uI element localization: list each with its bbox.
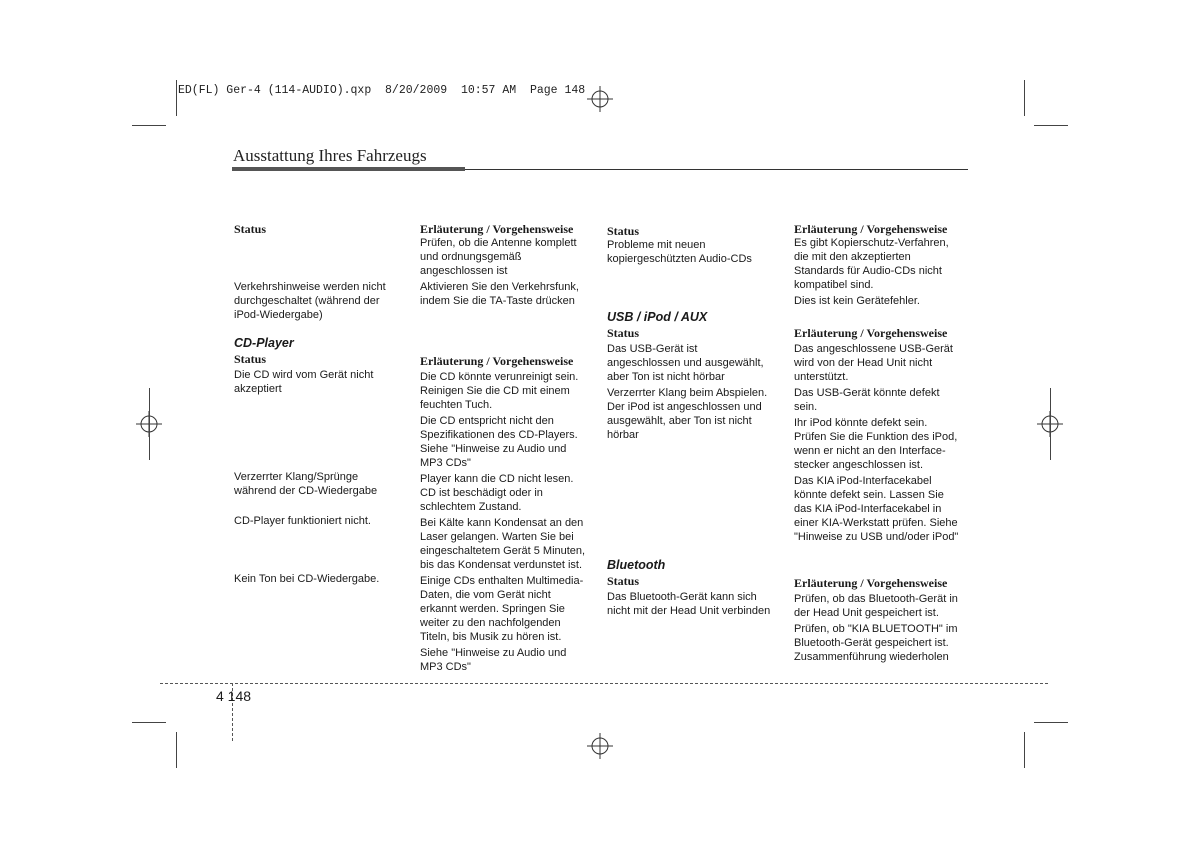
text-line: MP3 CDs": [420, 661, 471, 673]
explanation-text: [420, 236, 577, 278]
crop-mark: [1034, 125, 1068, 126]
status-header: Status: [234, 352, 267, 366]
status-text: [607, 590, 770, 618]
crop-mark: [1024, 80, 1025, 116]
text-line: aber Ton ist nicht hörbar: [607, 371, 725, 383]
crop-mark: [149, 388, 150, 460]
text-line: angeschlossen ist: [420, 265, 508, 277]
text-line: einer KIA-Werkstatt prüfen. Siehe: [794, 517, 958, 529]
status-text: [607, 386, 767, 442]
text-line: iPod-Wiedergabe): [234, 309, 323, 321]
explanation-text: [794, 416, 957, 472]
text-line: schlechtem Zustand.: [420, 501, 522, 513]
text-line: Siehe "Hinweise zu Audio und: [420, 647, 567, 659]
text-line: Verzerrter Klang beim Abspielen.: [607, 387, 768, 399]
explanation-text: [420, 370, 578, 412]
text-line: MP3 CDs": [420, 457, 471, 469]
text-line: erkannt werden. Springen Sie: [420, 603, 565, 615]
registration-mark-icon: [587, 733, 613, 759]
text-line: Das USB-Gerät ist: [607, 343, 698, 355]
text-line: Das USB-Gerät könnte defekt: [794, 387, 940, 399]
status-text: [607, 238, 752, 266]
text-line: Bei Kälte kann Kondensat an den: [420, 517, 584, 529]
explanation-header: Erläuterung / Vorgehensweise: [794, 222, 948, 236]
status-text: [234, 280, 386, 322]
title-rule-thick: [232, 167, 465, 171]
text-line: hörbar: [607, 429, 639, 441]
title-rule-thin: [465, 169, 968, 170]
text-line: durchgeschaltet (während der: [234, 295, 380, 307]
text-line: Die CD könnte verunreinigt sein.: [420, 371, 579, 383]
status-text: [234, 368, 373, 396]
text-line: CD ist beschädigt oder in: [420, 487, 543, 499]
explanation-text: [420, 472, 573, 514]
explanation-text: [794, 592, 958, 620]
section-title-bluetooth: Bluetooth: [607, 558, 666, 572]
explanation-text: [420, 646, 566, 674]
crop-mark: [1024, 732, 1025, 768]
text-line: eingeschaltetem Gerät 5 Minuten,: [420, 545, 586, 557]
text-line: Ihr iPod könnte defekt sein.: [794, 417, 928, 429]
text-line: Daten, die vom Gerät nicht: [420, 589, 551, 601]
explanation-text: [794, 386, 940, 414]
crop-mark: [132, 125, 166, 126]
status-header: Status: [234, 222, 267, 236]
text-line: Die CD wird vom Gerät nicht: [234, 369, 374, 381]
text-line: unterstützt.: [794, 371, 849, 383]
status-text: [234, 572, 379, 586]
text-line: bis das Kondensat verdunstet ist.: [420, 559, 583, 571]
crop-mark: [1050, 388, 1051, 460]
text-line: Einige CDs enthalten Multimedia-: [420, 575, 584, 587]
text-line: könnte defekt sein. Lassen Sie: [794, 489, 944, 501]
text-line: Dies ist kein Gerätefehler.: [794, 295, 920, 307]
text-line: und ordnungsgemäß: [420, 251, 522, 263]
text-line: akzeptiert: [234, 383, 282, 395]
explanation-header: Erläuterung / Vorgehensweise: [794, 326, 948, 340]
text-line: Bluetooth-Gerät gespeichert ist.: [794, 637, 949, 649]
text-line: Reinigen Sie die CD mit einem: [420, 385, 570, 397]
section-title-usb: USB / iPod / AUX: [607, 310, 708, 324]
text-line: Die CD entspricht nicht den: [420, 415, 554, 427]
text-line: angeschlossen und ausgewählt,: [607, 357, 764, 369]
text-line: Zusammenführung wiederholen: [794, 651, 949, 663]
text-line: feuchten Tuch.: [420, 399, 493, 411]
explanation-header: Erläuterung / Vorgehensweise: [794, 576, 948, 590]
page-number: 4 148: [216, 688, 252, 704]
text-line: ausgewählt, aber Ton ist nicht: [607, 415, 752, 427]
text-line: "Hinweise zu USB und/oder iPod": [794, 531, 959, 543]
text-line: der Head Unit gespeichert ist.: [794, 607, 939, 619]
text-line: das KIA iPod-Interfacekabel in: [794, 503, 942, 515]
text-line: Titeln, bis Musik zu hören ist.: [420, 631, 562, 643]
text-line: Es gibt Kopierschutz-Verfahren,: [794, 237, 949, 249]
explanation-header: Erläuterung / Vorgehensweise: [420, 222, 574, 236]
registration-mark-icon: [587, 86, 613, 112]
crop-mark: [132, 722, 166, 723]
print-slug: ED(FL) Ger-4 (114-AUDIO).qxp 8/20/2009 10:57 AM Page 148: [178, 84, 586, 97]
crop-mark: [1034, 722, 1068, 723]
explanation-text: [794, 622, 958, 664]
text-line: Laser gelangen. Warten Sie bei: [420, 531, 574, 543]
text-line: CD-Player funktioniert nicht.: [234, 515, 371, 527]
text-line: Verzerrter Klang/Sprünge: [234, 471, 359, 483]
text-line: Prüfen Sie die Funktion des iPod,: [794, 431, 958, 443]
status-header: Status: [607, 224, 640, 238]
status-header: Status: [607, 574, 640, 588]
text-line: Kein Ton bei CD-Wiedergabe.: [234, 573, 380, 585]
text-line: Player kann die CD nicht lesen.: [420, 473, 574, 485]
text-line: Aktivieren Sie den Verkehrsfunk,: [420, 281, 579, 293]
status-text: [607, 342, 764, 384]
text-line: die mit den akzeptierten: [794, 251, 911, 263]
text-line: Prüfen, ob das Bluetooth-Gerät in: [794, 593, 958, 605]
text-line: stecker angeschlossen ist.: [794, 459, 924, 471]
crop-mark: [176, 80, 177, 116]
text-line: Standards für Audio-CDs nicht: [794, 265, 942, 277]
explanation-text: [420, 414, 578, 470]
text-line: Das angeschlossene USB-Gerät: [794, 343, 953, 355]
explanation-header: Erläuterung / Vorgehensweise: [420, 354, 574, 368]
status-text: [234, 514, 371, 528]
text-line: indem Sie die TA-Taste drücken: [420, 295, 575, 307]
status-text: [234, 470, 377, 498]
text-line: sein.: [794, 401, 818, 413]
status-header: Status: [607, 326, 640, 340]
text-line: Spezifikationen des CD-Players.: [420, 429, 578, 441]
crop-mark: [176, 732, 177, 768]
text-line: Das Bluetooth-Gerät kann sich: [607, 591, 757, 603]
explanation-text: [420, 516, 585, 572]
chapter-title: Ausstattung Ihres Fahrzeugs: [233, 146, 427, 165]
footer-rule: [160, 683, 1048, 684]
text-line: Das KIA iPod-Interfacekabel: [794, 475, 932, 487]
explanation-text: [794, 236, 949, 292]
text-line: Der iPod ist angeschlossen und: [607, 401, 762, 413]
text-line: weiter zu den nachfolgenden: [420, 617, 561, 629]
text-line: während der CD-Wiedergabe: [234, 485, 378, 497]
explanation-text: [794, 294, 920, 308]
text-line: kompatibel sind.: [794, 279, 874, 291]
text-line: kopiergeschützten Audio-CDs: [607, 253, 752, 265]
text-line: Prüfen, ob die Antenne komplett: [420, 237, 577, 249]
explanation-text: [794, 474, 958, 544]
text-line: Probleme mit neuen: [607, 239, 706, 251]
text-line: Prüfen, ob "KIA BLUETOOTH" im: [794, 623, 958, 635]
explanation-text: [420, 574, 583, 644]
text-line: wenn er nicht an den Interface-: [794, 445, 946, 457]
text-line: Siehe "Hinweise zu Audio und: [420, 443, 567, 455]
explanation-text: [420, 280, 579, 308]
section-title-cd-player: CD-Player: [234, 336, 294, 350]
text-line: wird von der Head Unit nicht: [794, 357, 933, 369]
text-line: nicht mit der Head Unit verbinden: [607, 605, 771, 617]
explanation-text: [794, 342, 953, 384]
text-line: Verkehrshinweise werden nicht: [234, 281, 386, 293]
